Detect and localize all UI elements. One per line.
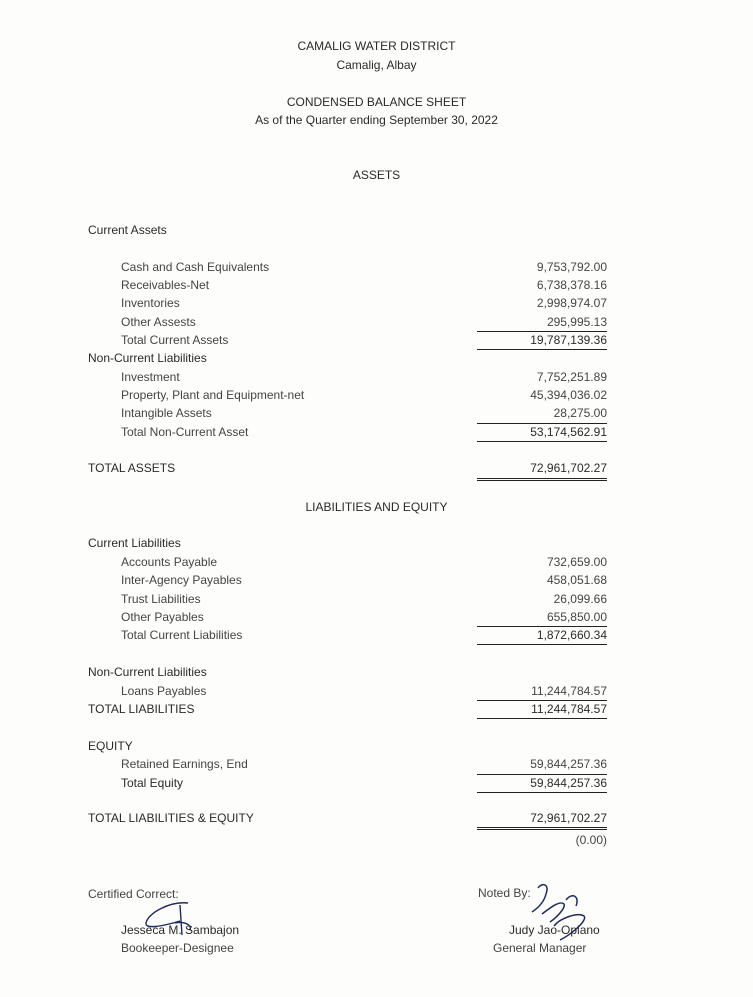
liability-amount: 26,099.66 <box>553 592 607 606</box>
liability-amount: 732,659.00 <box>546 555 607 569</box>
equity-heading: EQUITY <box>88 739 133 753</box>
asset-amount: 28,275.00 <box>553 406 607 420</box>
liability-amount: 458,051.68 <box>546 573 607 587</box>
total-double-rule <box>477 478 607 481</box>
total-double-rule <box>477 827 607 830</box>
org-name: CAMALIG WATER DISTRICT <box>297 39 456 53</box>
total-rule <box>477 349 607 350</box>
asset-label: Investment <box>121 370 180 384</box>
total-liabilities-label: TOTAL LIABILITIES <box>88 702 195 716</box>
document-title: CONDENSED BALANCE SHEET <box>286 95 467 109</box>
equity-amount: 59,844,257.36 <box>530 757 607 771</box>
asset-amount: 9,753,792.00 <box>536 260 607 274</box>
total-assets-amount: 72,961,702.27 <box>530 461 607 475</box>
liability-label: Trust Liabilities <box>121 592 201 606</box>
total-liabilities-equity-amount: 72,961,702.27 <box>530 811 607 825</box>
asset-label: Cash and Cash Equivalents <box>121 260 270 274</box>
asset-amount: 6,738,378.16 <box>536 278 607 292</box>
asset-amount: 2,998,974.07 <box>536 296 607 310</box>
asset-label: Inventories <box>121 296 180 310</box>
noted-by-label: Noted By: <box>478 886 531 900</box>
subtotal-rule <box>477 626 607 627</box>
total-rule <box>477 644 607 645</box>
liability-amount: 11,244,784.57 <box>531 684 607 698</box>
subtotal-rule <box>477 700 607 701</box>
liabilities-equity-heading: LIABILITIES AND EQUITY <box>305 500 448 514</box>
asset-label: Intangible Assets <box>121 406 212 420</box>
subtotal-rule <box>477 423 607 424</box>
total-current-liabilities-amount: 1,872,660.34 <box>536 628 607 642</box>
noted-by-title: General Manager <box>493 941 587 955</box>
certified-correct-label: Certified Correct: <box>88 887 179 901</box>
total-noncurrent-assets-amount: 53,174,562.91 <box>530 425 607 439</box>
assets-heading: ASSETS <box>352 168 401 182</box>
subtotal-rule <box>477 331 607 332</box>
asset-amount: 45,394,036.02 <box>530 388 607 402</box>
total-rule <box>477 792 607 793</box>
report-period: As of the Quarter ending September 30, 2022 <box>255 113 498 127</box>
total-noncurrent-assets-label: Total Non-Current Asset <box>121 425 249 439</box>
noted-by-name: Judy Jao-Opiano <box>509 923 600 937</box>
total-current-liabilities-label: Total Current Liabilities <box>121 628 243 642</box>
noncurrent-liabilities-heading: Non-Current Liabilities <box>88 665 207 679</box>
total-current-assets-amount: 19,787,139.36 <box>530 333 607 347</box>
asset-amount: 295,995.13 <box>546 315 607 329</box>
subtotal-rule <box>477 774 607 775</box>
asset-label: Receivables-Net <box>121 278 210 292</box>
current-liabilities-heading: Current Liabilities <box>88 536 181 550</box>
liability-amount: 655,850.00 <box>546 610 607 624</box>
certified-by-title: Bookeeper-Designee <box>121 941 234 955</box>
asset-label: Other Assests <box>121 315 196 329</box>
total-liabilities-amount: 11,244,784.57 <box>531 702 607 716</box>
total-assets-label: TOTAL ASSETS <box>88 461 176 475</box>
total-current-assets-label: Total Current Assets <box>121 333 229 347</box>
current-assets-heading: Current Assets <box>88 223 167 237</box>
total-equity-amount: 59,844,257.36 <box>530 776 607 790</box>
total-rule <box>477 718 607 719</box>
total-liabilities-equity-label: TOTAL LIABILITIES & EQUITY <box>88 811 254 825</box>
asset-amount: 7,752,251.89 <box>536 370 607 384</box>
org-location: Camalig, Albay <box>336 58 417 72</box>
total-equity-label: Total Equity <box>121 776 184 790</box>
certified-by-name: Jesseca M. Sambajon <box>121 923 240 937</box>
asset-label: Property, Plant and Equipment-net <box>121 388 305 402</box>
liability-label: Other Payables <box>121 610 204 624</box>
liability-label: Loans Payables <box>121 684 207 698</box>
total-rule <box>477 441 607 442</box>
equity-label: Retained Earnings, End <box>121 757 248 771</box>
balance-difference: (0.00) <box>575 833 607 847</box>
liability-label: Accounts Payable <box>121 555 218 569</box>
liability-label: Inter-Agency Payables <box>121 573 242 587</box>
noncurrent-assets-heading: Non-Current Liabilities <box>88 351 207 365</box>
